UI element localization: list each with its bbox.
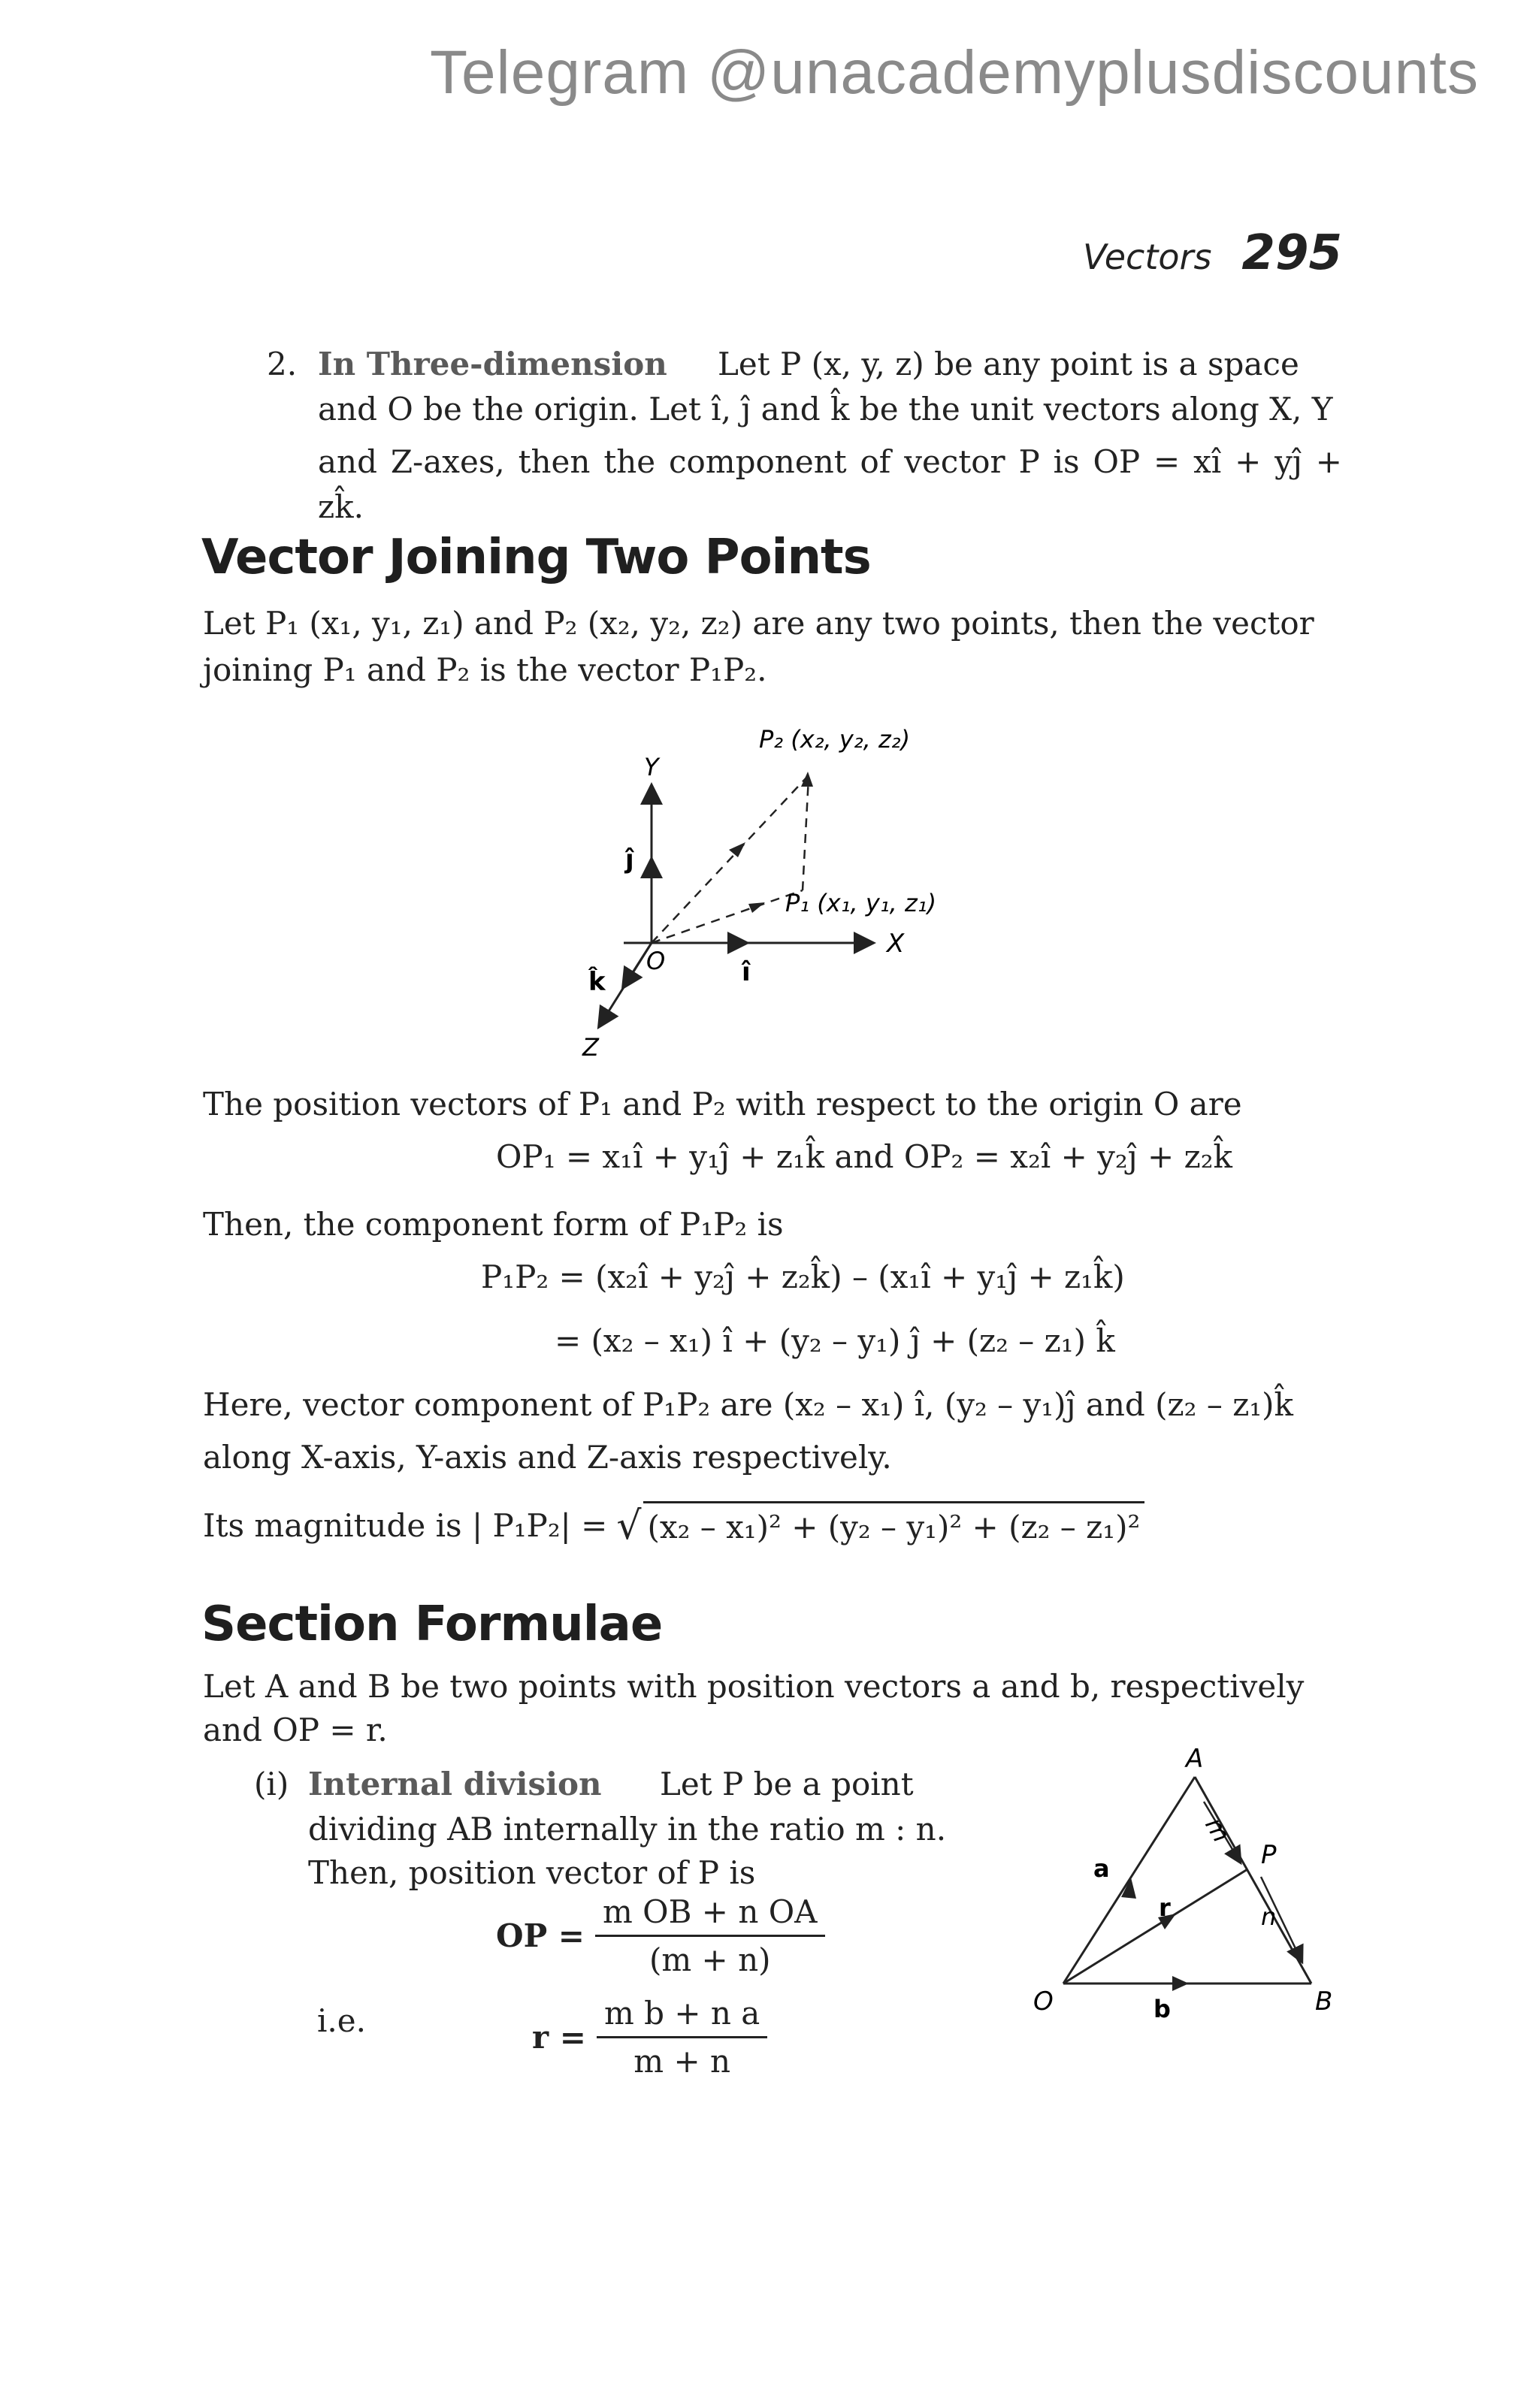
running-head [1083, 225, 1342, 281]
op1-dashed-line [652, 890, 803, 943]
formula-r-fraction [597, 1995, 767, 2080]
item-i-text-1: Let P be a point [660, 1766, 914, 1802]
formula-op-numerator: m OB + n OA [595, 1893, 825, 1937]
p1-label: P₁ (x₁, y₁, z₁) [785, 889, 937, 917]
op2-dashed-line [652, 776, 808, 943]
y-axis-label: Y [644, 753, 659, 781]
section2-intro-line2: and OP = r. [203, 1712, 388, 1748]
label-p-point: P [1261, 1840, 1277, 1870]
formula-r [532, 1995, 767, 2080]
page-number: 295 [1241, 225, 1342, 281]
arrowhead-ob [1172, 1976, 1189, 1991]
label-n: n [1261, 1902, 1277, 1931]
item-i-number: (i) [254, 1766, 289, 1802]
magnitude-line [203, 1501, 1342, 1550]
label-m: m [1199, 1812, 1236, 1848]
p2-arrowhead [801, 772, 813, 787]
section2-intro-line1: Let A and B be two points with position vectors a and b, respectively [203, 1668, 1305, 1705]
item-i-runin: Internal division [308, 1766, 602, 1802]
formula-op-denominator: (m + n) [649, 1941, 771, 1978]
p1p2-dashed-line [803, 778, 809, 890]
i-hat-label: î [742, 957, 751, 987]
origin-label: O [646, 947, 666, 975]
z-axis-label: Z [582, 1033, 599, 1062]
component-form-text: Then, the component form of P₁P₂ is [203, 1206, 784, 1243]
x-axis-label: X [887, 929, 905, 959]
vector-op [1063, 1869, 1247, 1984]
item-i-line3: Then, position vector of P is [308, 1854, 756, 1891]
item-2-line3: and Z-axes, then the component of vector P is OP = xî + yĵ + zk̂. [318, 443, 1342, 525]
formula-r-prefix: i.e. [317, 2002, 366, 2039]
formula-r-denominator: m + n [633, 2043, 731, 2080]
magnitude-prefix: Its magnitude is | P₁P₂| = [203, 1506, 608, 1544]
p2-label: P₂ (x₂, y₂, z₂) [759, 725, 911, 754]
three-d-vector-figure [571, 710, 992, 1071]
side-ab [1195, 1777, 1311, 1984]
formula-op [496, 1893, 825, 1978]
k-hat-label: k̂ [588, 967, 606, 997]
label-vector-r: r [1159, 1893, 1171, 1922]
here-line2: along X-axis, Y-axis and Z-axis respectively. [203, 1439, 892, 1476]
op2-arrowhead [729, 842, 745, 857]
label-o-point: O [1033, 1987, 1054, 2017]
label-vector-b: b [1153, 1995, 1171, 2021]
label-vector-a: a [1093, 1854, 1110, 1883]
op1-arrowhead [748, 902, 765, 913]
section-heading-section-formulae: Section Formulae [201, 1597, 663, 1652]
chapter-title: Vectors [1082, 237, 1212, 277]
j-hat-label: ĵ [625, 844, 634, 875]
section1-intro-line2: joining P₁ and P₂ is the vector P₁P₂. [203, 651, 767, 688]
watermark: Telegram @unacademyplusdiscounts [429, 38, 1479, 107]
section1-intro-line1: Let P₁ (x₁, y₁, z₁) and P₂ (x₂, y₂, z₂) are any two points, then the vector [203, 605, 1314, 642]
item-2-runin: In Three-dimension [318, 346, 667, 382]
component-equation-2: = (x₂ – x₁) î + (y₂ – y₁) ĵ + (z₂ – z₁) k̂ [555, 1322, 1115, 1359]
formula-op-lhs: OP = [496, 1917, 585, 1954]
label-b-point: B [1315, 1987, 1333, 2017]
side-oa [1063, 1777, 1195, 1984]
radical-sign: √ [616, 1503, 642, 1548]
item-2-number: 2. [267, 346, 298, 382]
item-i-line2: dividing AB internally in the ratio m : n. [308, 1811, 947, 1848]
magnitude-radicand: (x₂ – x₁)² + (y₂ – y₁)² + (z₂ – z₁)² [643, 1501, 1145, 1550]
section-formula-triangle-figure [1022, 1743, 1360, 2021]
section-heading-vector-joining: Vector Joining Two Points [201, 530, 871, 585]
here-line1: Here, vector component of P₁P₂ are (x₂ – x₁) î, (y₂ – y₁)ĵ and (z₂ – z₁)k̂ [203, 1386, 1294, 1423]
formula-r-numerator: m b + n a [597, 1995, 767, 2038]
position-vectors-equation: OP₁ = x₁î + y₁ĵ + z₁k̂ and OP₂ = x₂î + y₂ĵ + z₂k̂ [496, 1138, 1233, 1175]
position-vectors-text: The position vectors of P₁ and P₂ with respect to the origin O are [203, 1086, 1242, 1122]
label-a-point: A [1186, 1744, 1204, 1774]
formula-op-fraction [595, 1893, 825, 1978]
formula-r-lhs: r = [532, 2019, 586, 2056]
component-equation-1: P₁P₂ = (x₂î + y₂ĵ + z₂k̂) – (x₁î + y₁ĵ + z₁k̂) [481, 1258, 1125, 1295]
item-2-text-1: Let P (x, y, z) be any point is a space [718, 346, 1299, 382]
item-2-line2: and O be the origin. Let î, ĵ and k̂ be the unit vectors along X, Y [318, 391, 1333, 428]
